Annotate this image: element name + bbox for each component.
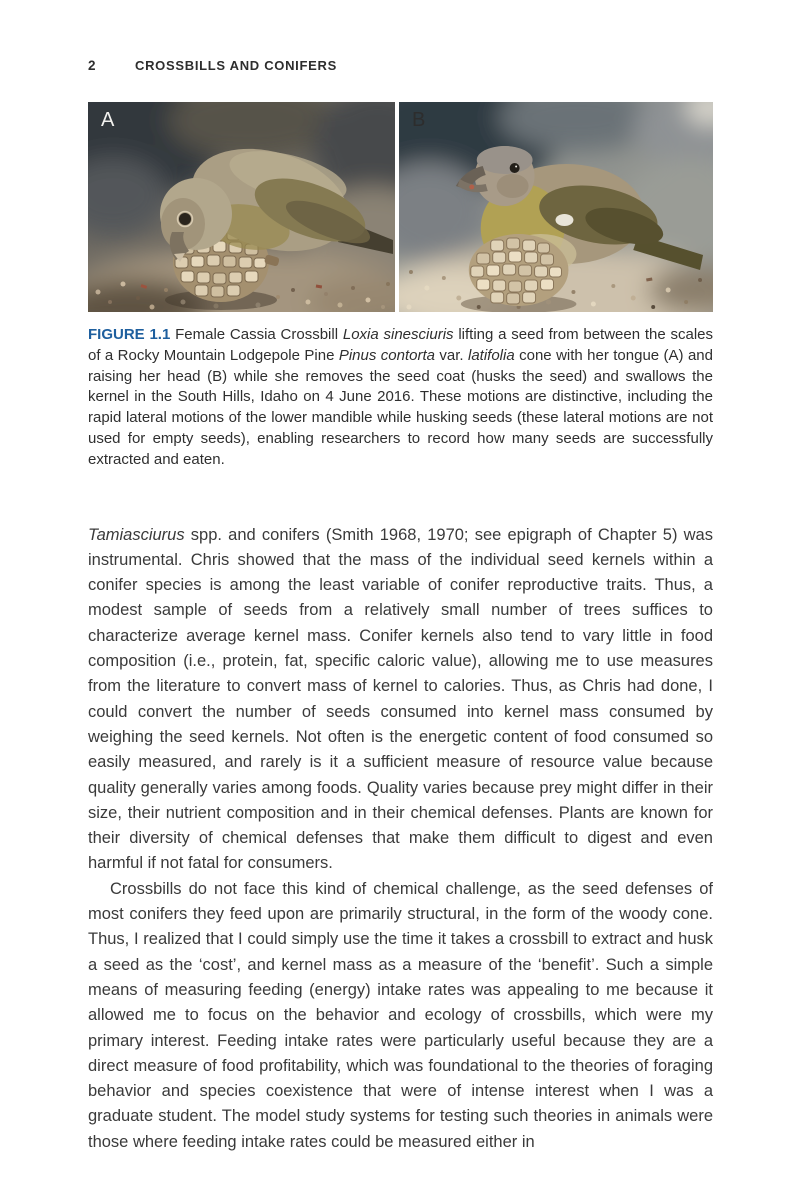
figure-photos xyxy=(88,102,713,312)
page-number: 2 xyxy=(88,58,96,73)
figure-1-1 xyxy=(88,102,713,471)
crossbill-raised-head-photo-illustration xyxy=(399,102,713,312)
running-head: CROSSBILLS AND CONIFERS xyxy=(135,58,337,73)
crossbill-lifting-seed-photo-illustration xyxy=(88,102,395,312)
paragraph-2: Crossbills do not face this kind of chemical challenge, as the seed defenses of most conifers they feed upon are primarily structural, in the form of the woody cone. Thus, I realized that I could simply use the time it takes a crossbill to extract and husk a seed as the ‘cost’, and kernel mass as a measure of the ‘benefit’. Such a simple means of measuring feeding (energy) intake rates was appealing to me because it allowed me to focus on the behavior and ecology of crossbills, which were my primary interest. Feeding intake rates were particularly useful because they are a direct measure of food profitability, which was foundational to the theories of foraging behavior and species coexistence that were of intense interest when I was a graduate student. The model study systems for testing such theories in animals were those where feeding intake rates could be measured either in xyxy=(88,879,713,1151)
photo-a xyxy=(88,102,395,312)
page-content xyxy=(88,58,713,1155)
body-text xyxy=(88,523,713,1155)
photo-b-label: B xyxy=(412,109,426,131)
photo-b xyxy=(399,102,713,312)
figure-caption: FIGURE 1.1 Female Cassia Crossbill Loxia sinesciuris lifting a seed from between the scales of a Rocky Mountain Lodgepole Pine Pinus contorta var. latifolia cone with her tongue (A) and raising her head (B) while she removes the seed coat (husks the seed) and swallows the kernel in the South Hills, Idaho on 4 June 2016. These motions are distinctive, including the rapid lateral motions of the lower mandible while husking seeds (these lateral motions are not used for empty seeds), enabling researchers to record how many seeds are successfully extracted and eaten. xyxy=(88,326,714,468)
page-header xyxy=(88,58,713,73)
paragraph-1: Tamiasciurus spp. and conifers (Smith 1968, 1970; see epigraph of Chapter 5) was instrumental. Chris showed that the mass of the individual seed kernels within a conifer species is among the least variable of conifer reproductive traits. Thus, a modest sample of seeds from a relatively small number of trees suffices to characterize average kernel mass. Conifer kernels also tend to vary little in food composition (i.e., protein, fat, specific caloric value), allowing me to use measures from the literature to convert mass of kernel to calories. Thus, as Chris had done, I could convert the number of seeds consumed into kernel mass consumed by weighing the seed kernels. Not often is the energetic content of food consumed so easily measured, and rarely is it a sufficient measure of resource value because quality generally varies among foods. Quality varies because prey might differ in their size, their nutrient composition and in their chemical defenses. Plants are known for their diversity of chemical defenses that make them difficult to digest and even harmful if not fatal for consumers. xyxy=(88,525,713,873)
photo-a-label: A xyxy=(101,109,115,131)
